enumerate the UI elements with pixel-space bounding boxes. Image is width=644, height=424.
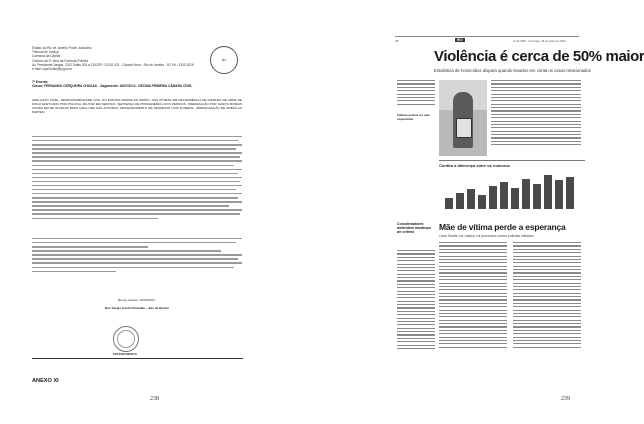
infographic-bar bbox=[555, 180, 563, 209]
text-line bbox=[397, 338, 435, 339]
text-line bbox=[513, 316, 581, 317]
text-line bbox=[513, 330, 581, 331]
text-line bbox=[513, 313, 581, 314]
text-line bbox=[32, 218, 158, 219]
court-header-line: Estado do Rio de Janeiro Poder Judiciário bbox=[32, 46, 92, 50]
newspaper-clipping bbox=[395, 36, 644, 406]
court-header-line: Comarca da Capital bbox=[32, 54, 61, 59]
court-header-line: e-mail: cap01vfaz@tjrj.jus.br bbox=[32, 67, 73, 72]
text-line bbox=[32, 254, 242, 255]
text-line bbox=[32, 197, 238, 198]
text-line bbox=[397, 301, 435, 302]
case-info bbox=[32, 80, 242, 89]
text-line bbox=[491, 80, 581, 81]
court-crest-icon bbox=[210, 46, 238, 74]
text-line bbox=[32, 144, 242, 145]
infographic bbox=[439, 160, 585, 215]
text-line bbox=[397, 348, 435, 349]
ementa-text: APELAÇÃO CÍVEL. RESPONSABILIDADE CIVIL DO ESTADO MORTE DO IRMÃO. DAS VÍTIMAS EM DECORRÊNCIA DE DISPARO DE ARMA DE FOGO EFETUADO POR POLICIAL MILITAR EM SERVIÇO. SENTENÇA DE PROCEDÊNCIA DOS PEDIDOS. INDENIZAÇÃO POR DANOS MORAIS FIXADA EM R$ 30.000,00 PARA CADA UMA DAS AUTORAS. RESSARCIMENTO DE DESPESAS COM FUNERAL. IRRESIGNAÇÃO DE AMBAS AS PARTES. bbox=[32, 98, 242, 115]
text-line bbox=[513, 343, 581, 344]
court-header bbox=[32, 46, 232, 71]
photo-caption: Vítimas podem ter sido esquecidas bbox=[397, 113, 431, 121]
text-line bbox=[397, 324, 435, 325]
text-line bbox=[32, 242, 236, 243]
text-line bbox=[491, 144, 581, 145]
text-line bbox=[32, 262, 242, 263]
article-column-4 bbox=[439, 242, 507, 350]
text-line bbox=[397, 87, 435, 88]
text-line bbox=[491, 137, 581, 138]
court-header-line: Av. Presidente Vargas, 2012 Salas 208 a 219CEP: 20210-031 - Cidade Nova - Rio de Janeiro - RJ Tel.: 3133-2016 bbox=[32, 62, 194, 67]
page-number-left: 238 bbox=[150, 396, 159, 402]
text-line bbox=[491, 94, 581, 95]
text-line bbox=[513, 245, 581, 246]
text-line bbox=[397, 94, 435, 95]
text-line bbox=[513, 269, 581, 270]
text-line bbox=[32, 140, 238, 141]
text-line bbox=[397, 341, 435, 342]
text-line bbox=[397, 270, 435, 271]
text-line bbox=[491, 117, 581, 118]
infographic-bar bbox=[511, 188, 519, 209]
text-line bbox=[32, 250, 221, 251]
article-column-1 bbox=[397, 80, 435, 107]
crest-label: RJ bbox=[222, 58, 226, 62]
infographic-bar bbox=[500, 182, 508, 209]
text-line bbox=[439, 333, 507, 334]
text-line bbox=[439, 330, 507, 331]
text-line bbox=[491, 114, 581, 115]
text-line bbox=[513, 320, 581, 321]
infographic-bar bbox=[445, 198, 453, 209]
text-line bbox=[397, 304, 435, 305]
text-line bbox=[397, 264, 435, 265]
masthead: 38 bbox=[395, 39, 399, 43]
text-line bbox=[397, 328, 435, 329]
text-line bbox=[397, 280, 435, 281]
article-column-5 bbox=[513, 242, 581, 350]
text-line bbox=[439, 316, 507, 317]
text-line bbox=[513, 279, 581, 280]
text-line bbox=[397, 274, 435, 275]
text-line bbox=[397, 97, 435, 98]
court-seal-icon bbox=[113, 326, 139, 352]
text-line bbox=[439, 323, 507, 324]
dateline: O GLOBO · Domingo, 25 de julho de 2004 bbox=[513, 39, 566, 43]
text-line bbox=[513, 303, 581, 304]
text-line bbox=[513, 347, 581, 348]
held-portrait bbox=[456, 118, 472, 138]
text-line bbox=[397, 260, 435, 261]
signature-name: Bel. Sergio Cunha Brandão - Juiz de Direito bbox=[105, 306, 169, 311]
text-line bbox=[439, 262, 507, 263]
text-line bbox=[491, 83, 581, 84]
text-line bbox=[439, 337, 507, 338]
text-line bbox=[397, 334, 435, 335]
infographic-bar bbox=[544, 175, 552, 209]
text-line bbox=[397, 267, 435, 268]
text-line bbox=[397, 331, 435, 332]
text-line bbox=[491, 141, 581, 142]
text-line bbox=[32, 169, 242, 170]
infographic-bar bbox=[566, 177, 574, 209]
text-line bbox=[439, 293, 507, 294]
text-line bbox=[513, 262, 581, 263]
article-column-2 bbox=[491, 80, 581, 148]
infographic-bar bbox=[467, 189, 475, 209]
text-line bbox=[513, 306, 581, 307]
news-photo bbox=[439, 80, 487, 156]
infographic-bars bbox=[445, 173, 581, 209]
text-line bbox=[439, 249, 507, 250]
text-line bbox=[491, 134, 581, 135]
headline: Violência é cerca de 50% maior bbox=[434, 48, 644, 65]
text-line bbox=[32, 271, 116, 272]
text-line bbox=[32, 156, 240, 157]
infographic-title: Confira a diferença entre os números bbox=[439, 163, 510, 168]
text-line bbox=[439, 320, 507, 321]
text-line bbox=[439, 286, 507, 287]
seal-inner-ring bbox=[117, 330, 135, 348]
text-line bbox=[513, 289, 581, 290]
text-line bbox=[32, 177, 242, 178]
text-line bbox=[32, 189, 236, 190]
text-line bbox=[397, 297, 435, 298]
text-line bbox=[32, 136, 242, 137]
text-line bbox=[491, 110, 581, 111]
text-line bbox=[439, 326, 507, 327]
text-line bbox=[513, 252, 581, 253]
text-line bbox=[32, 258, 238, 259]
text-line bbox=[397, 314, 435, 315]
text-line bbox=[32, 193, 242, 194]
text-line bbox=[397, 80, 435, 81]
text-line bbox=[513, 286, 581, 287]
text-line bbox=[397, 83, 435, 84]
text-line bbox=[513, 340, 581, 341]
section-kicker: Caso Gisele: na Justiça, há processos contra policiais militares bbox=[439, 234, 534, 238]
text-line bbox=[513, 276, 581, 277]
text-line bbox=[513, 337, 581, 338]
text-line bbox=[491, 124, 581, 125]
article-column-3 bbox=[397, 250, 435, 351]
text-line bbox=[513, 310, 581, 311]
text-line bbox=[397, 90, 435, 91]
text-line bbox=[439, 296, 507, 297]
annex-label: ANEXO XI bbox=[32, 378, 59, 384]
text-line bbox=[32, 205, 229, 206]
text-line bbox=[439, 245, 507, 246]
text-line bbox=[439, 272, 507, 273]
text-line bbox=[439, 266, 507, 267]
text-line bbox=[397, 284, 435, 285]
text-line bbox=[32, 246, 148, 247]
text-line bbox=[32, 148, 236, 149]
infographic-bar bbox=[456, 193, 464, 209]
left-page bbox=[0, 0, 300, 424]
text-line bbox=[32, 267, 234, 268]
text-line bbox=[513, 283, 581, 284]
text-line bbox=[397, 104, 435, 105]
text-line bbox=[397, 307, 435, 308]
infographic-bar bbox=[522, 179, 530, 209]
text-line bbox=[32, 238, 242, 239]
page-number-right: 239 bbox=[561, 396, 570, 402]
text-line bbox=[397, 250, 435, 251]
infographic-bar bbox=[489, 186, 497, 209]
text-line bbox=[513, 249, 581, 250]
text-line bbox=[439, 252, 507, 253]
text-line bbox=[439, 303, 507, 304]
text-line bbox=[32, 165, 234, 166]
text-line bbox=[439, 343, 507, 344]
text-line bbox=[439, 299, 507, 300]
text-line bbox=[513, 293, 581, 294]
text-line bbox=[491, 97, 581, 98]
text-line bbox=[439, 269, 507, 270]
text-line bbox=[439, 289, 507, 290]
ruling-conclusion bbox=[32, 238, 242, 275]
text-line bbox=[32, 181, 240, 182]
text-line bbox=[397, 321, 435, 322]
text-line bbox=[397, 318, 435, 319]
text-line bbox=[439, 340, 507, 341]
text-line bbox=[513, 242, 581, 243]
text-line bbox=[491, 107, 581, 108]
text-line bbox=[491, 104, 581, 105]
text-line bbox=[513, 266, 581, 267]
section-headline: Mãe de vítima perde a esperança bbox=[439, 222, 566, 232]
text-line bbox=[439, 259, 507, 260]
text-line bbox=[439, 256, 507, 257]
text-line bbox=[397, 311, 435, 312]
text-line bbox=[32, 213, 240, 214]
case-line: Classe: FERNANDO CERQUEIRA CHAGAS - Julgamento: 16/07/2014 - DÉCIMA PRIMEIRA CÂMARA CÍVEL bbox=[32, 84, 193, 89]
text-line bbox=[397, 294, 435, 295]
case-line: 7ª Ementa bbox=[32, 80, 48, 84]
text-line bbox=[491, 100, 581, 101]
text-line bbox=[439, 306, 507, 307]
court-header-line: Cartório da 1ª Vara da Fazenda Pública bbox=[32, 58, 89, 63]
court-header-line: Tribunal de Justiça bbox=[32, 50, 59, 55]
ruling-body bbox=[32, 136, 242, 222]
text-line bbox=[513, 296, 581, 297]
text-line bbox=[439, 310, 507, 311]
text-line bbox=[491, 121, 581, 122]
text-line bbox=[397, 100, 435, 101]
text-line bbox=[491, 131, 581, 132]
text-line bbox=[32, 160, 242, 161]
text-line bbox=[439, 313, 507, 314]
text-line bbox=[32, 209, 242, 210]
sidebar-box-title: Coordenadores defendem mudança de critério bbox=[397, 222, 431, 235]
text-line bbox=[513, 256, 581, 257]
text-line bbox=[491, 127, 581, 128]
text-line bbox=[397, 287, 435, 288]
text-line bbox=[513, 272, 581, 273]
text-line bbox=[32, 201, 242, 202]
text-line bbox=[513, 299, 581, 300]
signature-place: Rio de Janeiro, 22/10/2017. bbox=[117, 298, 156, 302]
text-line bbox=[513, 323, 581, 324]
signature-block bbox=[32, 298, 242, 310]
infographic-bar bbox=[478, 195, 486, 209]
text-line bbox=[397, 291, 435, 292]
text-line bbox=[439, 279, 507, 280]
text-line bbox=[439, 242, 507, 243]
text-line bbox=[491, 90, 581, 91]
text-line bbox=[513, 333, 581, 334]
text-line bbox=[491, 87, 581, 88]
seal-label: ENCERRAMENTO bbox=[113, 352, 137, 356]
section-tag: RIO bbox=[457, 38, 463, 42]
text-line bbox=[32, 185, 242, 186]
text-line bbox=[439, 347, 507, 348]
text-line bbox=[397, 257, 435, 258]
text-line bbox=[439, 276, 507, 277]
text-line bbox=[397, 253, 435, 254]
text-line bbox=[32, 152, 242, 153]
text-line bbox=[32, 173, 238, 174]
text-line bbox=[397, 345, 435, 346]
text-line bbox=[439, 283, 507, 284]
text-line bbox=[513, 259, 581, 260]
subheadline: Estatística de homicídios dispara quando levados em conta os casos relacionados bbox=[434, 68, 591, 73]
divider bbox=[32, 358, 243, 359]
infographic-bar bbox=[533, 184, 541, 209]
text-line bbox=[513, 326, 581, 327]
text-line bbox=[397, 277, 435, 278]
